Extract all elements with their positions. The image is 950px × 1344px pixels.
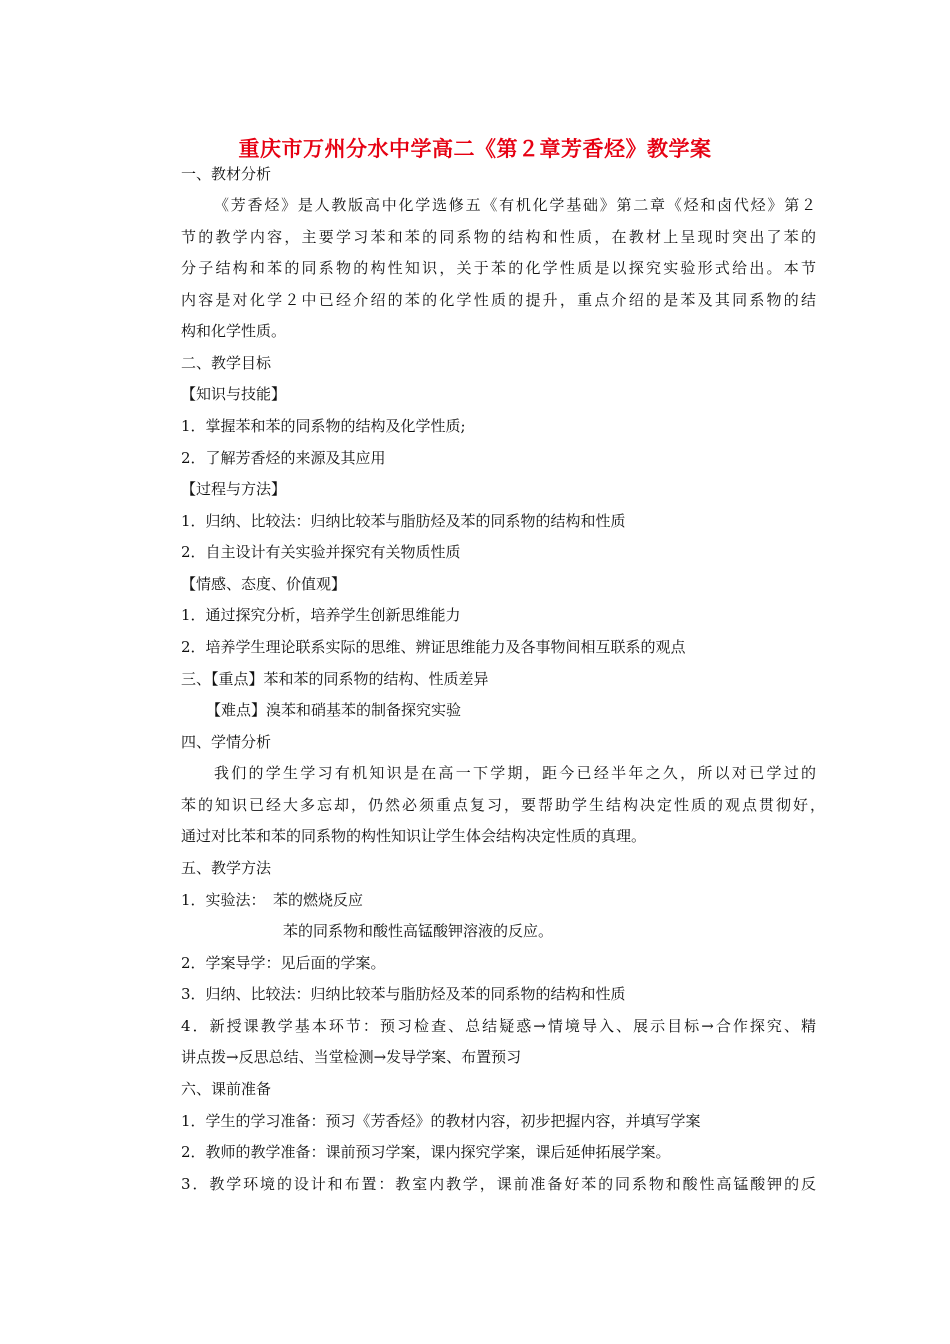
list-item: 1．实验法： 苯的燃烧反应 — [181, 891, 364, 909]
list-item: 2．教师的教学准备：课前预习学案，课内探究学案，课后延伸拓展学案。 — [181, 1143, 671, 1161]
list-item: 3．归纳、比较法：归纳比较苯与脂肪烃及苯的同系物的结构和性质 — [181, 985, 626, 1003]
list-item: 1．归纳、比较法：归纳比较苯与脂肪烃及苯的同系物的结构和性质 — [181, 512, 626, 530]
list-item: 2．了解芳香烃的来源及其应用 — [181, 449, 386, 467]
list-item: 2．学案导学：见后面的学案。 — [181, 954, 386, 972]
section-6-heading: 六、课前准备 — [181, 1080, 272, 1098]
list-item: 1．掌握苯和苯的同系物的结构及化学性质; — [181, 417, 466, 435]
paragraph-line: 构和化学性质。 — [181, 322, 287, 340]
paragraph-line: 内容是对化学２中已经介绍的苯的化学性质的提升，重点介绍的是苯及其同系物的结 — [181, 291, 816, 309]
paragraph-line: 《芳香烃》是人教版高中化学选修五《有机化学基础》第二章《烃和卤代烃》第２ — [214, 196, 816, 214]
section-3-difficulty: 【难点】溴苯和硝基苯的制备探究实验 — [206, 701, 462, 719]
list-item: 2．培养学生理论联系实际的思维、辨证思维能力及各事物间相互联系的观点 — [181, 638, 686, 656]
paragraph-line: 节的教学内容，主要学习苯和苯的同系物的结构和性质，在教材上呈现时突出了苯的 — [181, 228, 816, 246]
list-item-continuation: 苯的同系物和酸性高锰酸钾溶液的反应。 — [283, 922, 554, 940]
paragraph-line: 我们的学生学习有机知识是在高一下学期，距今已经半年之久，所以对已学过的 — [214, 764, 816, 782]
subheading-emotion: 【情感、态度、价值观】 — [181, 575, 347, 593]
section-5-heading: 五、教学方法 — [181, 859, 272, 877]
paragraph-line: 分子结构和苯的同系物的构性知识，关于苯的化学性质是以探究实验形式给出。本节 — [181, 259, 816, 277]
list-item: 1．通过探究分析，培养学生创新思维能力 — [181, 606, 461, 624]
section-2-heading: 二、教学目标 — [181, 354, 272, 372]
section-3-key-point: 三、【重点】苯和苯的同系物的结构、性质差异 — [181, 670, 489, 688]
section-1-heading: 一、教材分析 — [181, 165, 272, 183]
document-title: 重庆市万州分水中学高二《第２章芳香烃》教学案 — [238, 136, 712, 161]
paragraph-line: 通过对比苯和苯的同系物的构性知识让学生体会结构决定性质的真理。 — [181, 827, 647, 845]
list-item: 3．教学环境的设计和布置：教室内教学，课前准备好苯的同系物和酸性高锰酸钾的反 — [181, 1175, 816, 1193]
subheading-process: 【过程与方法】 — [181, 480, 287, 498]
paragraph-line: 苯的知识已经大多忘却，仍然必须重点复习，要帮助学生结构决定性质的观点贯彻好， — [181, 796, 825, 814]
subheading-knowledge: 【知识与技能】 — [181, 385, 287, 403]
list-item: 4．新授课教学基本环节：预习检查、总结疑惑→情境导入、展示目标→合作探究、精 — [181, 1017, 816, 1035]
list-item: 1．学生的学习准备：预习《芳香烃》的教材内容，初步把握内容，并填写学案 — [181, 1112, 701, 1130]
section-4-heading: 四、学情分析 — [181, 733, 272, 751]
list-item-continuation: 讲点拨→反思总结、当堂检测→发导学案、布置预习 — [181, 1048, 522, 1066]
list-item: 2．自主设计有关实验并探究有关物质性质 — [181, 543, 461, 561]
